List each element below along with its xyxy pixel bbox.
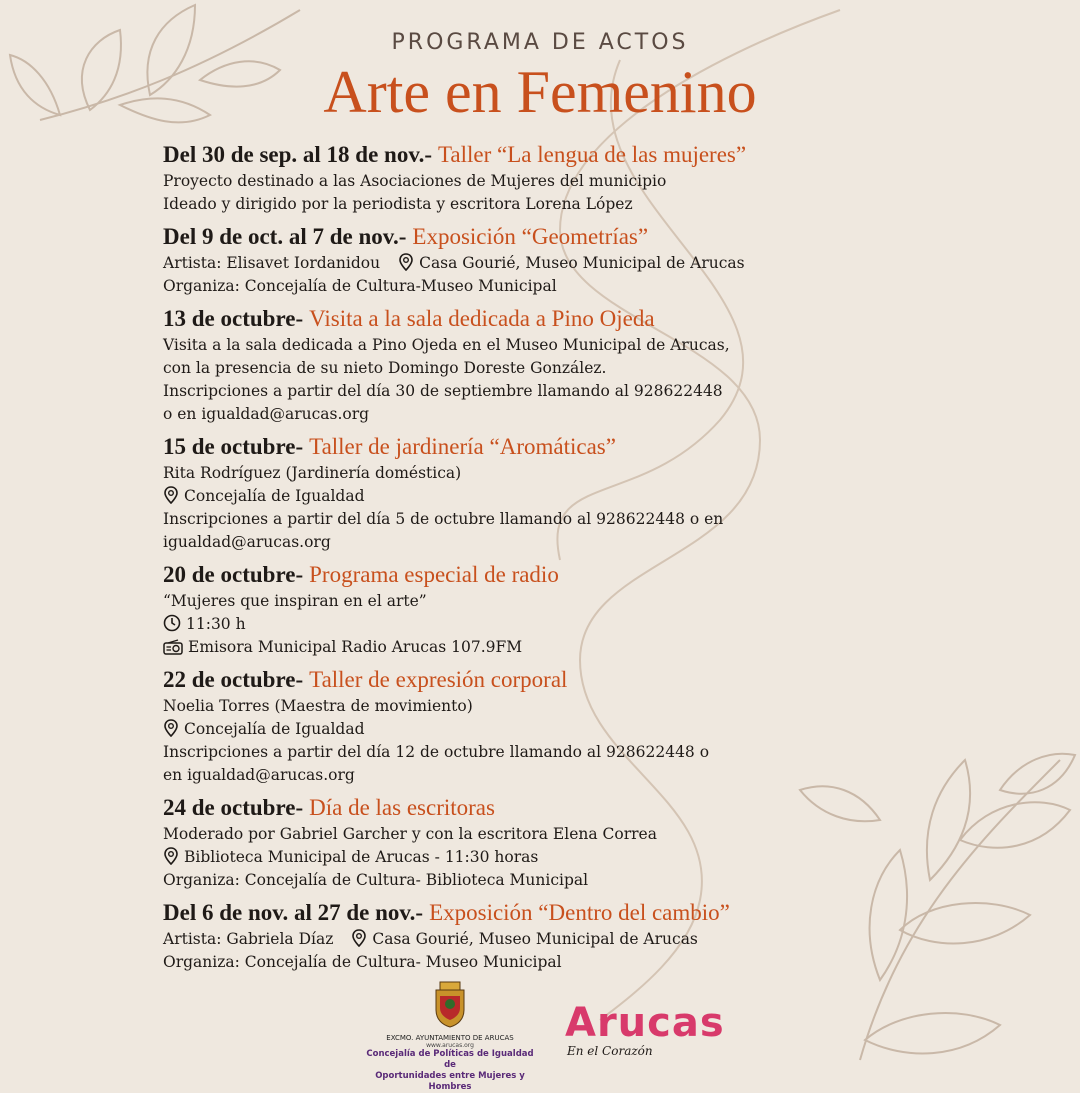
event-detail-line bbox=[163, 695, 1033, 718]
event-item bbox=[163, 432, 1033, 554]
event-detail-text: Emisora Municipal Radio Arucas 107.9FM bbox=[188, 638, 523, 656]
event-heading bbox=[163, 304, 1033, 334]
event-detail-text: Concejalía de Igualdad bbox=[184, 487, 365, 505]
event-date: 13 de octubre- bbox=[163, 306, 304, 331]
event-detail-text: Inscripciones a partir del día 30 de septiembre llamando al 928622448 bbox=[163, 382, 723, 400]
event-detail-text: con la presencia de su nieto Domingo Doreste González. bbox=[163, 359, 607, 377]
location-icon bbox=[163, 719, 179, 737]
event-detail-text: Inscripciones a partir del día 12 de octubre llamando al 928622448 o bbox=[163, 743, 710, 761]
event-heading bbox=[163, 222, 1033, 252]
event-title: Programa especial de radio bbox=[309, 562, 559, 587]
event-detail-text: Organiza: Concejalía de Cultura- Museo Municipal bbox=[163, 953, 562, 971]
event-detail-text: Visita a la sala dedicada a Pino Ojeda en el Museo Municipal de Arucas, bbox=[163, 336, 730, 354]
event-date: Del 6 de nov. al 27 de nov.- bbox=[163, 900, 424, 925]
event-detail-line bbox=[163, 764, 1033, 787]
event-heading bbox=[163, 140, 1033, 170]
event-item bbox=[163, 222, 1033, 298]
event-detail-line bbox=[163, 170, 1033, 193]
event-detail-line bbox=[163, 636, 1033, 659]
clock-icon bbox=[163, 614, 181, 632]
crest-department-line2: Oportunidades entre Mujeres y Hombres bbox=[375, 1071, 525, 1092]
event-heading bbox=[163, 560, 1033, 590]
event-date: 22 de octubre- bbox=[163, 667, 304, 692]
arucas-logo bbox=[565, 1002, 765, 1058]
event-detail-text: 11:30 h bbox=[186, 615, 246, 633]
event-title: Exposición “Dentro del cambio” bbox=[429, 900, 730, 925]
event-detail-text: Noelia Torres (Maestra de movimiento) bbox=[163, 697, 473, 715]
event-detail-text: Inscripciones a partir del día 5 de octubre llamando al 928622448 o en bbox=[163, 510, 724, 528]
location-icon bbox=[163, 486, 179, 504]
crest-website: www.arucas.org bbox=[426, 1042, 474, 1049]
event-detail-text: Biblioteca Municipal de Arucas - 11:30 horas bbox=[184, 848, 539, 866]
event-detail-line bbox=[163, 252, 1033, 275]
event-detail-line bbox=[163, 718, 1033, 741]
event-list bbox=[163, 140, 1033, 980]
event-detail-text: Moderado por Gabriel Garcher y con la escritora Elena Correa bbox=[163, 825, 657, 843]
event-detail-line bbox=[163, 741, 1033, 764]
event-detail-line bbox=[163, 846, 1033, 869]
event-title: Taller “La lengua de las mujeres” bbox=[437, 142, 747, 167]
event-detail-line bbox=[163, 531, 1033, 554]
event-detail-line bbox=[163, 613, 1033, 636]
event-detail-line bbox=[163, 869, 1033, 892]
event-title: Taller de jardinería “Aromáticas” bbox=[309, 434, 616, 459]
event-detail-line bbox=[163, 403, 1033, 426]
event-detail-line bbox=[163, 380, 1033, 403]
event-title: Exposición “Geometrías” bbox=[412, 224, 649, 249]
event-item bbox=[163, 665, 1033, 787]
event-item bbox=[163, 140, 1033, 216]
event-detail-line bbox=[163, 193, 1033, 216]
event-detail-line bbox=[163, 590, 1033, 613]
event-detail-text: Organiza: Concejalía de Cultura- Biblioteca Municipal bbox=[163, 871, 589, 889]
event-detail-line bbox=[163, 508, 1033, 531]
event-title: Día de las escritoras bbox=[309, 795, 495, 820]
event-detail-text: Rita Rodríguez (Jardinería doméstica) bbox=[163, 464, 462, 482]
event-detail-line bbox=[163, 334, 1033, 357]
event-detail-text: Artista: Gabriela Díaz bbox=[163, 930, 334, 948]
event-detail-text: Proyecto destinado a las Asociaciones de Mujeres del municipio bbox=[163, 172, 667, 190]
event-detail-line bbox=[163, 928, 1033, 951]
event-detail-text: Organiza: Concejalía de Cultura-Museo Municipal bbox=[163, 277, 557, 295]
event-title: Visita a la sala dedicada a Pino Ojeda bbox=[309, 306, 655, 331]
location-icon bbox=[351, 929, 367, 947]
event-detail-line bbox=[163, 485, 1033, 508]
page-title: Arte en Femenino bbox=[323, 59, 757, 125]
crest-title: EXCMO. AYUNTAMIENTO DE ARUCAS bbox=[386, 1034, 514, 1042]
event-detail-text: o en igualdad@arucas.org bbox=[163, 405, 370, 423]
event-date: Del 9 de oct. al 7 de nov.- bbox=[163, 224, 407, 249]
event-item bbox=[163, 304, 1033, 426]
event-heading bbox=[163, 898, 1033, 928]
event-heading bbox=[163, 432, 1033, 462]
event-date: Del 30 de sep. al 18 de nov.- bbox=[163, 142, 432, 167]
event-detail-line bbox=[163, 951, 1033, 974]
event-detail-text: Artista: Elisavet Iordanidou bbox=[163, 254, 381, 272]
event-detail-line bbox=[163, 462, 1033, 485]
logo-wordmark: Arucas bbox=[565, 1000, 725, 1046]
event-detail-text: en igualdad@arucas.org bbox=[163, 766, 355, 784]
coat-of-arms-icon bbox=[430, 980, 470, 1028]
event-detail-line bbox=[163, 357, 1033, 380]
event-date: 20 de octubre- bbox=[163, 562, 304, 587]
event-detail-line bbox=[163, 823, 1033, 846]
event-date: 15 de octubre- bbox=[163, 434, 304, 459]
event-title: Taller de expresión corporal bbox=[309, 667, 568, 692]
kicker-heading: PROGRAMA DE ACTOS bbox=[391, 30, 689, 55]
location-icon bbox=[398, 253, 414, 271]
event-heading bbox=[163, 793, 1033, 823]
municipal-crest-block bbox=[360, 980, 540, 1093]
logo-tagline: En el Corazón bbox=[567, 1044, 653, 1058]
event-item bbox=[163, 560, 1033, 659]
event-detail-line bbox=[163, 275, 1033, 298]
crest-department-line1: Concejalía de Políticas de Igualdad de bbox=[366, 1049, 534, 1070]
location-icon bbox=[163, 847, 179, 865]
event-item bbox=[163, 898, 1033, 974]
event-item bbox=[163, 793, 1033, 892]
event-detail-text: igualdad@arucas.org bbox=[163, 533, 331, 551]
event-detail-text: Concejalía de Igualdad bbox=[184, 720, 365, 738]
radio-icon bbox=[163, 639, 183, 655]
event-date: 24 de octubre- bbox=[163, 795, 304, 820]
event-heading bbox=[163, 665, 1033, 695]
event-venue-text: Casa Gourié, Museo Municipal de Arucas bbox=[372, 930, 698, 948]
event-detail-text: “Mujeres que inspiran en el arte” bbox=[163, 592, 427, 610]
event-detail-text: Ideado y dirigido por la periodista y escritora Lorena López bbox=[163, 195, 633, 213]
event-venue-text: Casa Gourié, Museo Municipal de Arucas bbox=[419, 254, 745, 272]
